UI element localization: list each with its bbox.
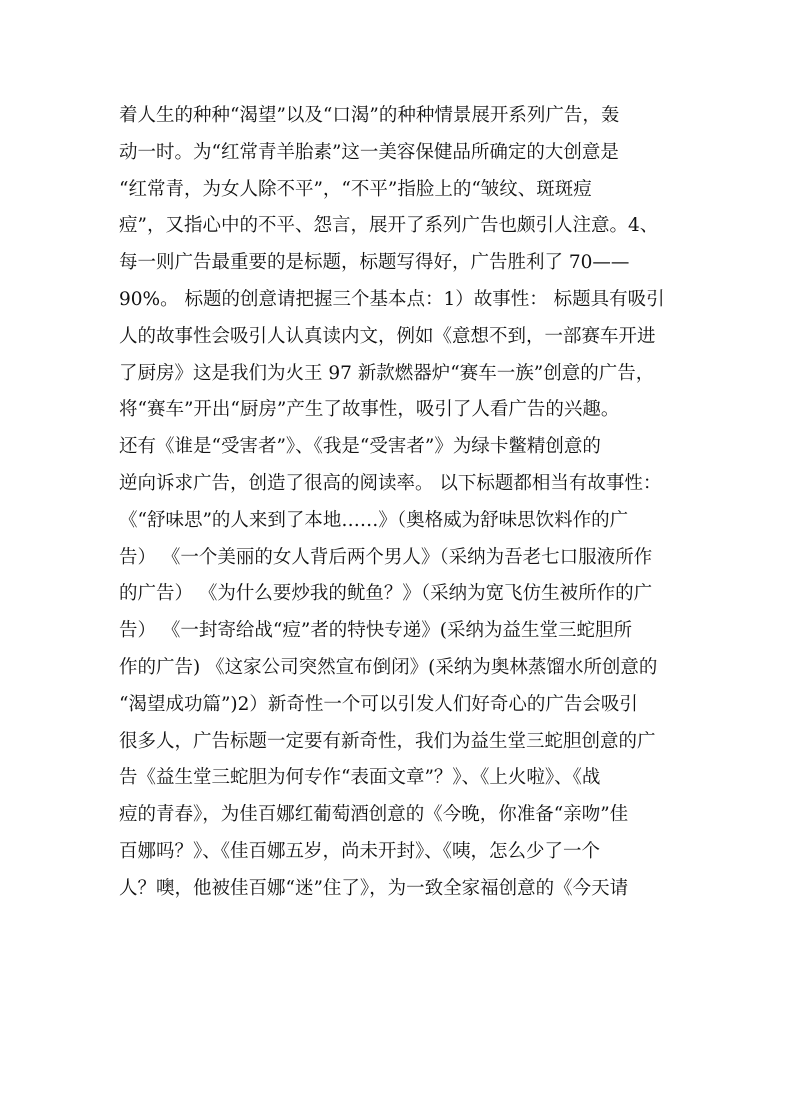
text-line-14: 的广告） 《为什么要炒我的鱿鱼？》（采纳为宽飞仿生被所作的广 [119,583,653,605]
text-line-15: 告） 《一封寄给战“痘”者的特快专递》(采纳为益生堂三蛇胆所 [119,620,633,642]
text-line-7: 人的故事性会吸引人认真读内文，例如《意想不到，一部赛车开进 [119,325,656,347]
text-line-16: 作的广告) 《这家公司突然宣布倒闭》(采纳为奥林蒸馏水所创意的 [119,656,658,678]
text-line-19: 告《益生堂三蛇胆为何专作“表面文章”？》、《上火啦》、《战 [119,767,601,789]
text-line-2: 动一时。为“红常青羊胎素”这一美容保健品所确定的大创意是 [119,141,619,163]
text-line-18: 很多人，广告标题一定要有新奇性，我们为益生堂三蛇胆创意的广 [119,730,656,752]
text-line-22: 人？噢，他被佳百娜“迷”住了》，为一致全家福创意的《今天请 [119,877,629,899]
text-line-4: 痘”，又指心中的不平、怨言，展开了系列广告也颇引人注意。4、 [119,215,659,237]
text-line-8: 了厨房》这是我们为火王 97 新款燃器炉“赛车一族”创意的广告， [119,362,655,384]
text-line-21: 百娜吗？》、《佳百娜五岁，尚未开封》、《咦，怎么少了一个 [119,840,601,862]
text-line-12: 《“舒味思”的人来到了本地……》（奥格威为舒味思饮料作的广 [119,509,629,531]
text-line-9: 将“赛车”开出“厨房”产生了故事性，吸引了人看广告的兴趣。 [119,399,620,421]
text-line-3: “红常青，为女人除不平”，“不平”指脸上的“皱纹、斑斑痘 [119,178,592,200]
text-line-6: 90%。 标题的创意请把握三个基本点：1）故事性： 标题具有吸引 [119,288,665,310]
text-line-13: 告） 《一个美丽的女人背后两个男人》（采纳为吾老七口服液所作 [119,546,653,568]
text-line-10: 还有《谁是“受害者”》、《我是“受害者”》为绿卡鳖精创意的 [119,436,601,458]
text-line-1: 着人生的种种“渴望”以及“口渴”的种种情景展开系列广告，轰 [119,105,620,126]
text-line-17: “渴望成功篇”)2）新奇性一个可以引发人们好奇心的广告会吸引 [119,693,638,715]
text-line-5: 每一则广告最重要的是标题，标题写得好，广告胜利了 70—— [119,252,630,274]
body-text [119,98,679,908]
text-line-20: 痘的青春》，为佳百娜红葡萄酒创意的《今晚，你准备“亲吻”佳 [119,804,629,826]
text-line-11: 逆向诉求广告，创造了很高的阅读率。 以下标题都相当有故事性： [119,472,662,494]
